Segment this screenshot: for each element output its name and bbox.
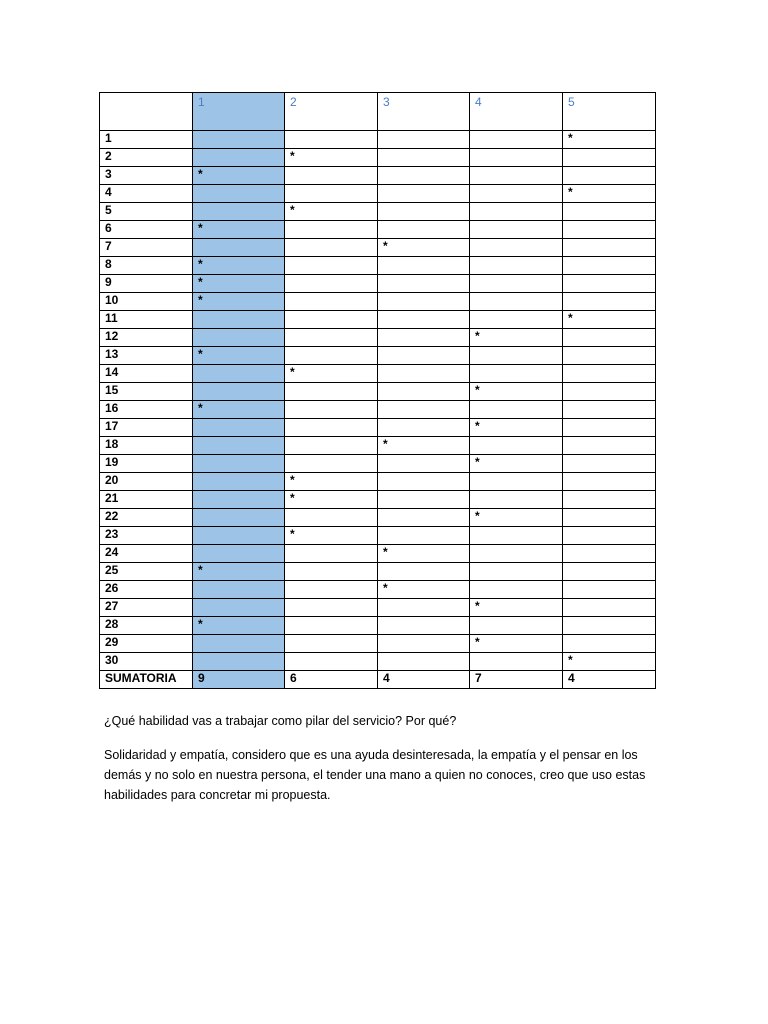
sum-cell: 6 bbox=[285, 671, 378, 689]
header-cell-5: 5 bbox=[563, 93, 656, 131]
question-text: ¿Qué habilidad vas a trabajar como pilar del servicio? Por qué? bbox=[104, 714, 457, 728]
table-cell: * bbox=[285, 473, 378, 491]
table-cell bbox=[193, 491, 285, 509]
table-cell: * bbox=[470, 419, 563, 437]
table-cell bbox=[193, 581, 285, 599]
answer-text: Solidaridad y empatía, considero que es una ayuda desinteresada, la empatía y el pensar en los demás y no solo en nuestra persona, el tender una mano a quien no conoces, creo que uso estas habilidades para concretar mi propuesta. bbox=[104, 748, 646, 802]
sum-cell: 4 bbox=[378, 671, 470, 689]
table-row bbox=[100, 167, 656, 185]
row-label: 17 bbox=[100, 419, 193, 437]
table-cell bbox=[378, 635, 470, 653]
table-cell bbox=[193, 455, 285, 473]
table-row bbox=[100, 365, 656, 383]
table-cell bbox=[470, 221, 563, 239]
header-cell-3: 3 bbox=[378, 93, 470, 131]
header-cell-2: 2 bbox=[285, 93, 378, 131]
table-cell bbox=[193, 365, 285, 383]
table-cell bbox=[285, 617, 378, 635]
table-cell bbox=[470, 239, 563, 257]
table-cell bbox=[563, 221, 656, 239]
table-row bbox=[100, 473, 656, 491]
table-cell bbox=[378, 509, 470, 527]
table-cell bbox=[378, 419, 470, 437]
table-cell: * bbox=[563, 311, 656, 329]
row-label: 14 bbox=[100, 365, 193, 383]
table-cell bbox=[563, 527, 656, 545]
table-cell bbox=[378, 455, 470, 473]
table-cell bbox=[285, 455, 378, 473]
table-cell bbox=[378, 203, 470, 221]
table-cell bbox=[193, 599, 285, 617]
table-row bbox=[100, 419, 656, 437]
table-row bbox=[100, 131, 656, 149]
row-label: 19 bbox=[100, 455, 193, 473]
table-row bbox=[100, 293, 656, 311]
table-cell bbox=[470, 437, 563, 455]
table-cell: * bbox=[285, 149, 378, 167]
table-cell: * bbox=[285, 203, 378, 221]
table-cell bbox=[193, 311, 285, 329]
row-label: 4 bbox=[100, 185, 193, 203]
header-cell-1: 1 bbox=[193, 93, 285, 131]
table-cell bbox=[378, 185, 470, 203]
table-cell bbox=[193, 509, 285, 527]
table-cell bbox=[378, 383, 470, 401]
table-header-row bbox=[100, 93, 656, 131]
table-cell: * bbox=[193, 275, 285, 293]
table-cell bbox=[470, 491, 563, 509]
table-row bbox=[100, 275, 656, 293]
table-cell bbox=[563, 635, 656, 653]
table-cell bbox=[470, 617, 563, 635]
table-cell bbox=[193, 185, 285, 203]
table-cell bbox=[285, 293, 378, 311]
table-cell bbox=[378, 527, 470, 545]
table-row bbox=[100, 185, 656, 203]
table-cell bbox=[193, 131, 285, 149]
table-cell: * bbox=[378, 581, 470, 599]
table-cell bbox=[378, 401, 470, 419]
table-cell: * bbox=[470, 455, 563, 473]
row-label: 10 bbox=[100, 293, 193, 311]
table-row bbox=[100, 563, 656, 581]
table-body bbox=[100, 131, 656, 689]
table-cell bbox=[285, 401, 378, 419]
table-cell bbox=[470, 275, 563, 293]
table-cell bbox=[193, 653, 285, 671]
table-cell bbox=[378, 473, 470, 491]
table-cell bbox=[193, 203, 285, 221]
table-cell bbox=[193, 329, 285, 347]
sum-cell: 7 bbox=[470, 671, 563, 689]
table-cell bbox=[193, 383, 285, 401]
table-cell bbox=[563, 365, 656, 383]
table-cell bbox=[563, 329, 656, 347]
table-row bbox=[100, 401, 656, 419]
table-row bbox=[100, 149, 656, 167]
row-label: 29 bbox=[100, 635, 193, 653]
table-row bbox=[100, 653, 656, 671]
row-label: 21 bbox=[100, 491, 193, 509]
table-cell bbox=[563, 293, 656, 311]
row-label: 16 bbox=[100, 401, 193, 419]
table-cell bbox=[378, 329, 470, 347]
table-cell bbox=[285, 221, 378, 239]
table-cell bbox=[563, 275, 656, 293]
table-cell bbox=[378, 653, 470, 671]
table-cell bbox=[563, 257, 656, 275]
table-cell bbox=[470, 563, 563, 581]
table-cell: * bbox=[470, 599, 563, 617]
table-cell: * bbox=[285, 527, 378, 545]
table-row bbox=[100, 221, 656, 239]
table-cell bbox=[563, 545, 656, 563]
table-cell bbox=[470, 203, 563, 221]
table-cell bbox=[563, 419, 656, 437]
table-cell bbox=[378, 617, 470, 635]
table-cell bbox=[193, 437, 285, 455]
table-cell bbox=[470, 545, 563, 563]
table-cell bbox=[470, 257, 563, 275]
row-label: 20 bbox=[100, 473, 193, 491]
table-cell: * bbox=[193, 257, 285, 275]
table-cell bbox=[470, 347, 563, 365]
table-cell bbox=[285, 383, 378, 401]
table-cell bbox=[285, 239, 378, 257]
sumatoria-row bbox=[100, 671, 656, 689]
table-cell: * bbox=[470, 329, 563, 347]
table-cell bbox=[563, 347, 656, 365]
table-row bbox=[100, 491, 656, 509]
table-cell: * bbox=[193, 347, 285, 365]
row-label: 24 bbox=[100, 545, 193, 563]
table-cell: * bbox=[285, 365, 378, 383]
table-row bbox=[100, 311, 656, 329]
table-cell: * bbox=[563, 653, 656, 671]
table-cell bbox=[378, 131, 470, 149]
row-label: 5 bbox=[100, 203, 193, 221]
table-cell: * bbox=[563, 185, 656, 203]
table-cell bbox=[285, 329, 378, 347]
table-cell bbox=[563, 563, 656, 581]
table-cell bbox=[563, 617, 656, 635]
table-cell bbox=[563, 383, 656, 401]
table-cell bbox=[563, 437, 656, 455]
row-label: 9 bbox=[100, 275, 193, 293]
table-cell bbox=[285, 347, 378, 365]
table-cell bbox=[563, 599, 656, 617]
table-cell bbox=[193, 635, 285, 653]
table-cell bbox=[470, 185, 563, 203]
table-cell bbox=[285, 419, 378, 437]
table-cell bbox=[563, 167, 656, 185]
row-label: 25 bbox=[100, 563, 193, 581]
row-label: 3 bbox=[100, 167, 193, 185]
table-cell: * bbox=[193, 617, 285, 635]
table-cell bbox=[285, 167, 378, 185]
table-cell bbox=[285, 185, 378, 203]
table-cell: * bbox=[378, 545, 470, 563]
table-cell bbox=[470, 365, 563, 383]
table-cell bbox=[285, 257, 378, 275]
row-label: 28 bbox=[100, 617, 193, 635]
row-label: 11 bbox=[100, 311, 193, 329]
table-row bbox=[100, 635, 656, 653]
row-label: 23 bbox=[100, 527, 193, 545]
row-label: 12 bbox=[100, 329, 193, 347]
table-cell bbox=[193, 473, 285, 491]
table-row bbox=[100, 599, 656, 617]
table-row bbox=[100, 257, 656, 275]
table-cell bbox=[470, 401, 563, 419]
sum-cell: 4 bbox=[563, 671, 656, 689]
table-cell bbox=[563, 203, 656, 221]
table-cell bbox=[378, 347, 470, 365]
table-row bbox=[100, 437, 656, 455]
table-cell bbox=[285, 509, 378, 527]
table-cell: * bbox=[563, 131, 656, 149]
table-cell bbox=[470, 131, 563, 149]
row-label: 18 bbox=[100, 437, 193, 455]
table-row bbox=[100, 455, 656, 473]
table-cell bbox=[563, 473, 656, 491]
table-cell bbox=[193, 149, 285, 167]
table-cell bbox=[193, 419, 285, 437]
table-row bbox=[100, 383, 656, 401]
row-label: 8 bbox=[100, 257, 193, 275]
row-label: SUMATORIA bbox=[100, 671, 193, 689]
table-cell: * bbox=[193, 401, 285, 419]
table-cell bbox=[378, 311, 470, 329]
table-cell bbox=[378, 149, 470, 167]
table-cell bbox=[563, 455, 656, 473]
table-cell bbox=[378, 563, 470, 581]
table-cell: * bbox=[285, 491, 378, 509]
row-label: 7 bbox=[100, 239, 193, 257]
row-label: 30 bbox=[100, 653, 193, 671]
table-row bbox=[100, 581, 656, 599]
table-cell bbox=[470, 473, 563, 491]
table-cell: * bbox=[193, 293, 285, 311]
table-row bbox=[100, 617, 656, 635]
table-cell bbox=[285, 275, 378, 293]
header-cell-4: 4 bbox=[470, 93, 563, 131]
table-cell: * bbox=[378, 239, 470, 257]
table-row bbox=[100, 347, 656, 365]
table-cell: * bbox=[470, 383, 563, 401]
sum-cell: 9 bbox=[193, 671, 285, 689]
table-cell bbox=[285, 635, 378, 653]
table-cell bbox=[285, 563, 378, 581]
row-label: 22 bbox=[100, 509, 193, 527]
table-cell bbox=[285, 599, 378, 617]
table-cell bbox=[285, 131, 378, 149]
table-cell bbox=[378, 167, 470, 185]
table-cell bbox=[563, 149, 656, 167]
table-cell bbox=[193, 239, 285, 257]
table-cell: * bbox=[378, 437, 470, 455]
table-cell bbox=[470, 149, 563, 167]
row-label: 6 bbox=[100, 221, 193, 239]
table-cell bbox=[285, 653, 378, 671]
table-cell: * bbox=[193, 563, 285, 581]
table-row bbox=[100, 527, 656, 545]
table-cell bbox=[378, 599, 470, 617]
table-row bbox=[100, 203, 656, 221]
table-cell bbox=[378, 293, 470, 311]
table-cell bbox=[378, 365, 470, 383]
table-row bbox=[100, 509, 656, 527]
table-cell bbox=[193, 545, 285, 563]
row-label: 26 bbox=[100, 581, 193, 599]
table-cell bbox=[563, 491, 656, 509]
table-row bbox=[100, 545, 656, 563]
row-label: 27 bbox=[100, 599, 193, 617]
table-cell bbox=[378, 491, 470, 509]
table-cell bbox=[378, 257, 470, 275]
table-cell bbox=[563, 581, 656, 599]
table-cell: * bbox=[470, 509, 563, 527]
row-label: 2 bbox=[100, 149, 193, 167]
table-cell bbox=[470, 293, 563, 311]
table-cell: * bbox=[193, 221, 285, 239]
table-cell bbox=[378, 221, 470, 239]
survey-table bbox=[99, 92, 656, 689]
header-cell-corner bbox=[100, 93, 193, 131]
table-cell bbox=[470, 653, 563, 671]
table-cell bbox=[563, 401, 656, 419]
table-row bbox=[100, 239, 656, 257]
table-cell: * bbox=[193, 167, 285, 185]
table-cell bbox=[378, 275, 470, 293]
table-cell bbox=[193, 527, 285, 545]
table-cell bbox=[285, 581, 378, 599]
table-cell bbox=[470, 527, 563, 545]
table-cell bbox=[470, 167, 563, 185]
row-label: 13 bbox=[100, 347, 193, 365]
table-cell bbox=[470, 581, 563, 599]
table-cell bbox=[285, 437, 378, 455]
table-cell bbox=[563, 239, 656, 257]
table-cell: * bbox=[470, 635, 563, 653]
row-label: 1 bbox=[100, 131, 193, 149]
table-cell bbox=[285, 311, 378, 329]
table-cell bbox=[285, 545, 378, 563]
table-cell bbox=[563, 509, 656, 527]
row-label: 15 bbox=[100, 383, 193, 401]
table-row bbox=[100, 329, 656, 347]
table-cell bbox=[470, 311, 563, 329]
